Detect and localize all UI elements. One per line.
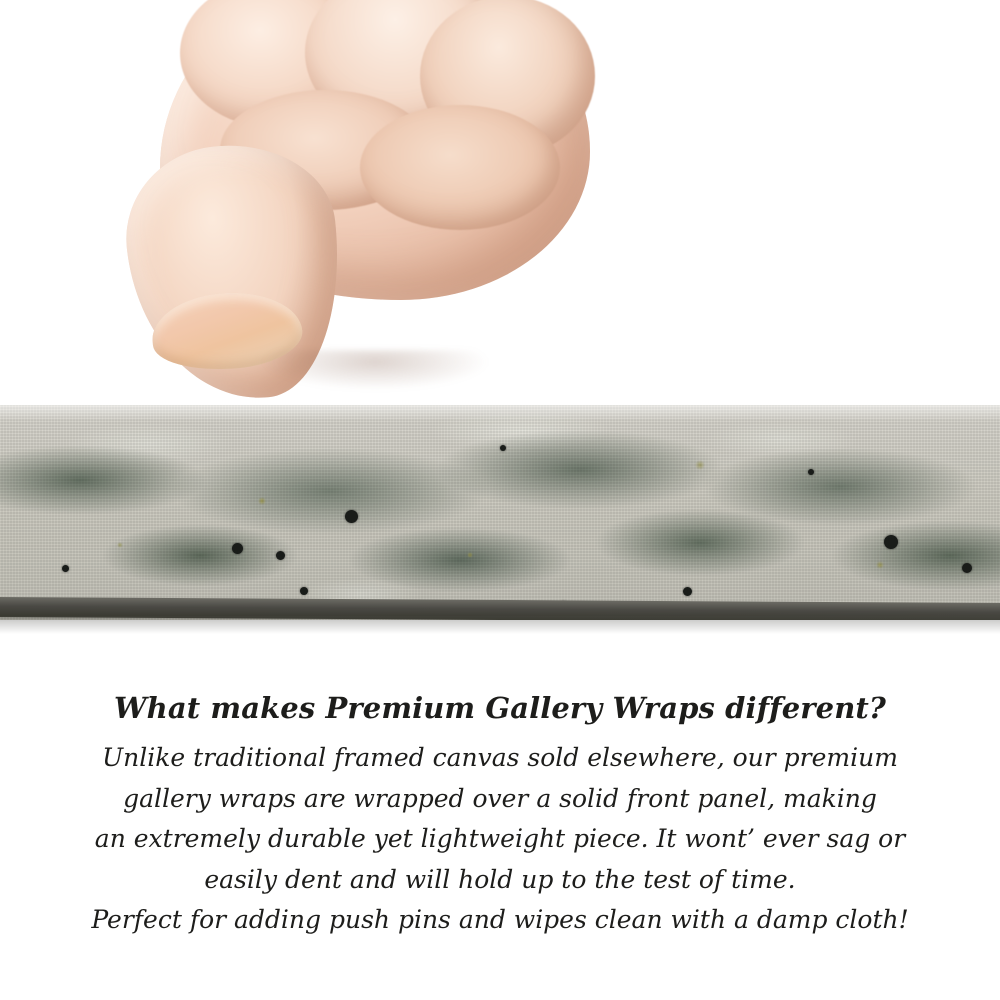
finger-fold-lower [360, 105, 560, 230]
caption-line: Unlike traditional framed canvas sold elsewhere, our premium [102, 743, 898, 773]
caption-line: easily dent and will hold up to the test of time. [204, 864, 796, 894]
caption-body [0, 738, 1000, 941]
hand-pressing-icon [120, 0, 640, 430]
canvas-top-highlight [0, 405, 1000, 421]
canvas-edge-icon [0, 405, 1000, 620]
contact-shadow [260, 350, 490, 390]
caption-headline: What makes Premium Gallery Wraps different? [114, 691, 886, 725]
caption-block [0, 690, 1000, 941]
caption-line: gallery wraps are wrapped over a solid front panel, making [123, 783, 877, 813]
caption-line: an extremely durable yet lightweight piece. It wont’ ever sag or [94, 824, 906, 854]
canvas-speckles [0, 405, 1000, 620]
caption-line: Perfect for adding push pins and wipes clean with a damp cloth! [91, 905, 909, 935]
canvas-drop-shadow [0, 616, 1000, 634]
